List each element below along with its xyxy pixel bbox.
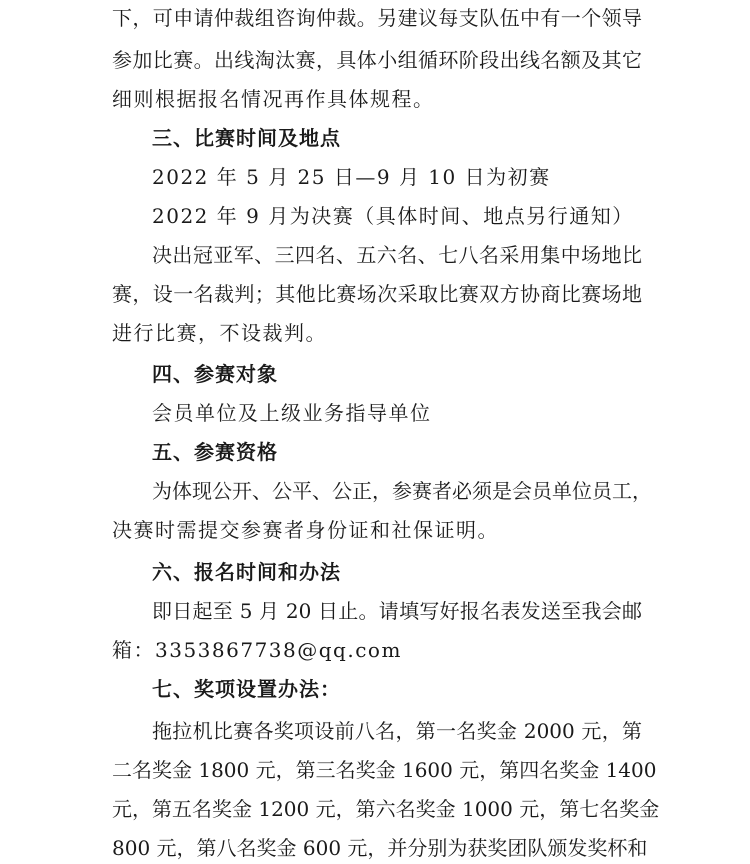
paragraph-line: 元，第五名奖金 1200 元，第六名奖金 1000 元，第七名奖金: [112, 797, 660, 821]
email-line: 箱：3353867738@qq.com: [112, 638, 402, 662]
paragraph-line: 进行比赛，不设裁判。: [112, 321, 327, 345]
paragraph-line: 2022 年 9 月为决赛（具体时间、地点另行通知）: [152, 204, 634, 228]
paragraph-line: 即日起至 5 月 20 日止。请填写好报名表发送至我会邮: [152, 599, 642, 623]
paragraph-line: 赛，设一名裁判；其他比赛场次采取比赛双方协商比赛场地: [112, 282, 642, 306]
paragraph-line: 决赛时需提交参赛者身份证和社保证明。: [112, 518, 499, 542]
paragraph-line: 800 元，第八名奖金 600 元，并分别为获奖团队颁发奖杯和: [112, 836, 648, 860]
section-heading-7: 七、奖项设置办法：: [152, 677, 341, 701]
paragraph-line: 细则根据报名情况再作具体规程。: [112, 87, 435, 111]
section-heading-3: 三、比赛时间及地点: [152, 126, 341, 150]
paragraph-line: 拖拉机比赛各奖项设前八名，第一名奖金 2000 元，第: [152, 719, 642, 743]
section-heading-5: 五、参赛资格: [152, 440, 278, 464]
paragraph-line: 2022 年 5 月 25 日—9 月 10 日为初赛: [152, 165, 551, 189]
paragraph-line: 二名奖金 1800 元，第三名奖金 1600 元，第四名奖金 1400: [112, 758, 657, 782]
section-heading-4: 四、参赛对象: [152, 362, 278, 386]
paragraph-line: 决出冠亚军、三四名、五六名、七八名采用集中场地比: [152, 243, 642, 267]
paragraph-line: 参加比赛。出线淘汰赛，具体小组循环阶段出线名额及其它: [112, 48, 642, 72]
paragraph-line: 为体现公开、公平、公正，参赛者必须是会员单位员工，: [152, 479, 652, 503]
paragraph-line: 下，可申请仲裁组咨询仲裁。另建议每支队伍中有一个领导: [112, 6, 642, 30]
section-heading-6: 六、报名时间和办法: [152, 560, 341, 584]
paragraph-line: 会员单位及上级业务指导单位: [152, 401, 432, 425]
